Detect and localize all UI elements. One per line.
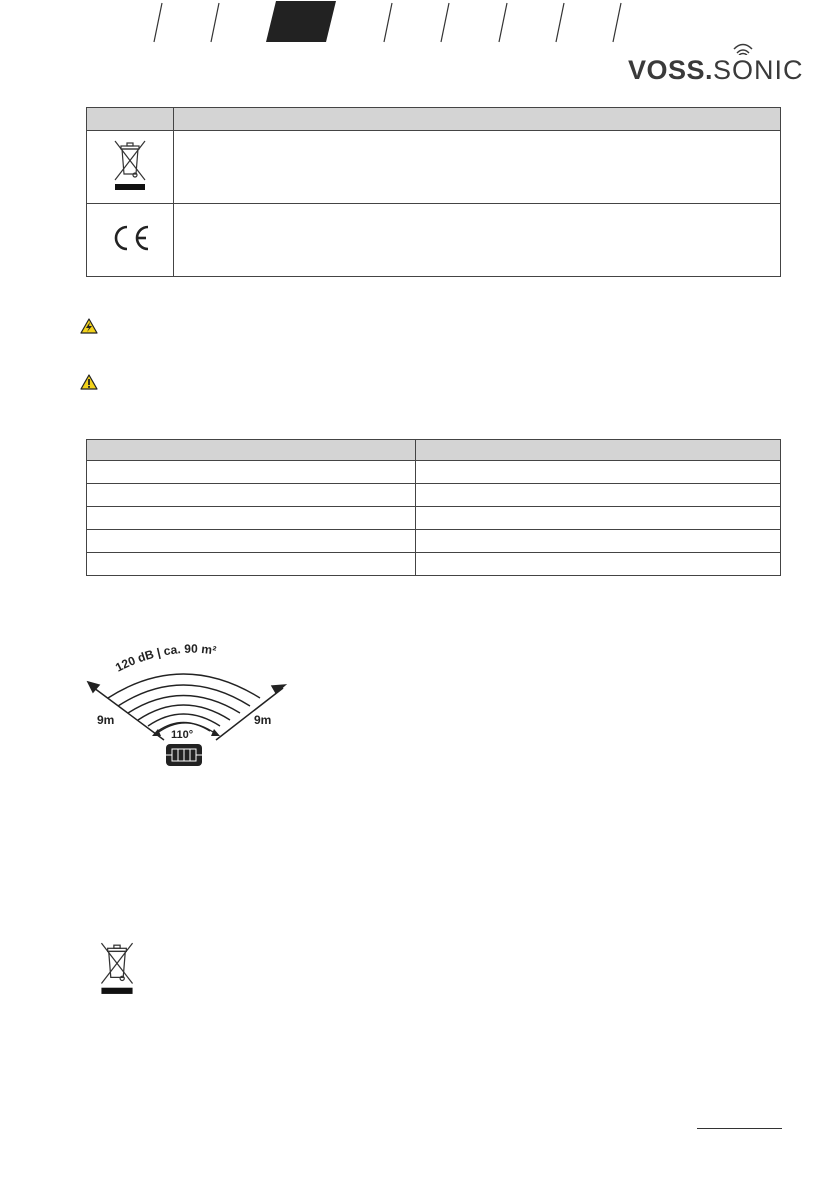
table-row — [87, 131, 781, 204]
symbols-header-cell-description — [174, 108, 781, 131]
distance-left-label: 9m — [97, 713, 115, 727]
symbol-cell — [87, 204, 174, 277]
brand-logo — [628, 46, 804, 86]
sound-coverage-diagram — [78, 640, 300, 772]
technical-data-header-cell — [416, 440, 781, 461]
weee-bin-icon — [98, 940, 136, 996]
table-row — [87, 507, 781, 530]
symbols-table — [86, 107, 781, 277]
chapter-tab-strip — [0, 0, 840, 45]
weee-bin-icon — [112, 138, 148, 192]
brand-logo-sonic: SONIC — [713, 55, 804, 86]
table-row — [87, 553, 781, 576]
distance-right-label: 9m — [254, 713, 272, 727]
siren-device-icon — [166, 744, 202, 766]
technical-data-table — [86, 439, 781, 576]
technical-data-header — [87, 440, 781, 461]
angle-label: 110° — [171, 729, 194, 741]
symbols-table-header — [87, 108, 781, 131]
table-row — [87, 530, 781, 553]
page-footer-line — [697, 1128, 782, 1129]
brand-logo-voss: VOSS — [628, 55, 706, 85]
table-row — [87, 461, 781, 484]
symbol-description-cell — [174, 131, 781, 204]
symbols-header-cell-symbol — [87, 108, 174, 131]
symbol-cell — [87, 131, 174, 204]
general-warning-icon — [80, 374, 98, 390]
sound-waves-icon — [732, 39, 754, 55]
table-row — [87, 204, 781, 277]
brand-logo-dot: . — [705, 55, 714, 85]
symbol-description-cell — [174, 204, 781, 277]
technical-data-header-cell — [87, 440, 416, 461]
electric-hazard-icon — [80, 318, 98, 334]
active-chapter-tab — [266, 1, 336, 42]
table-row — [87, 484, 781, 507]
ce-mark-icon — [108, 223, 152, 253]
sound-level-label: 120 dB | ca. 90 m² — [113, 641, 218, 675]
